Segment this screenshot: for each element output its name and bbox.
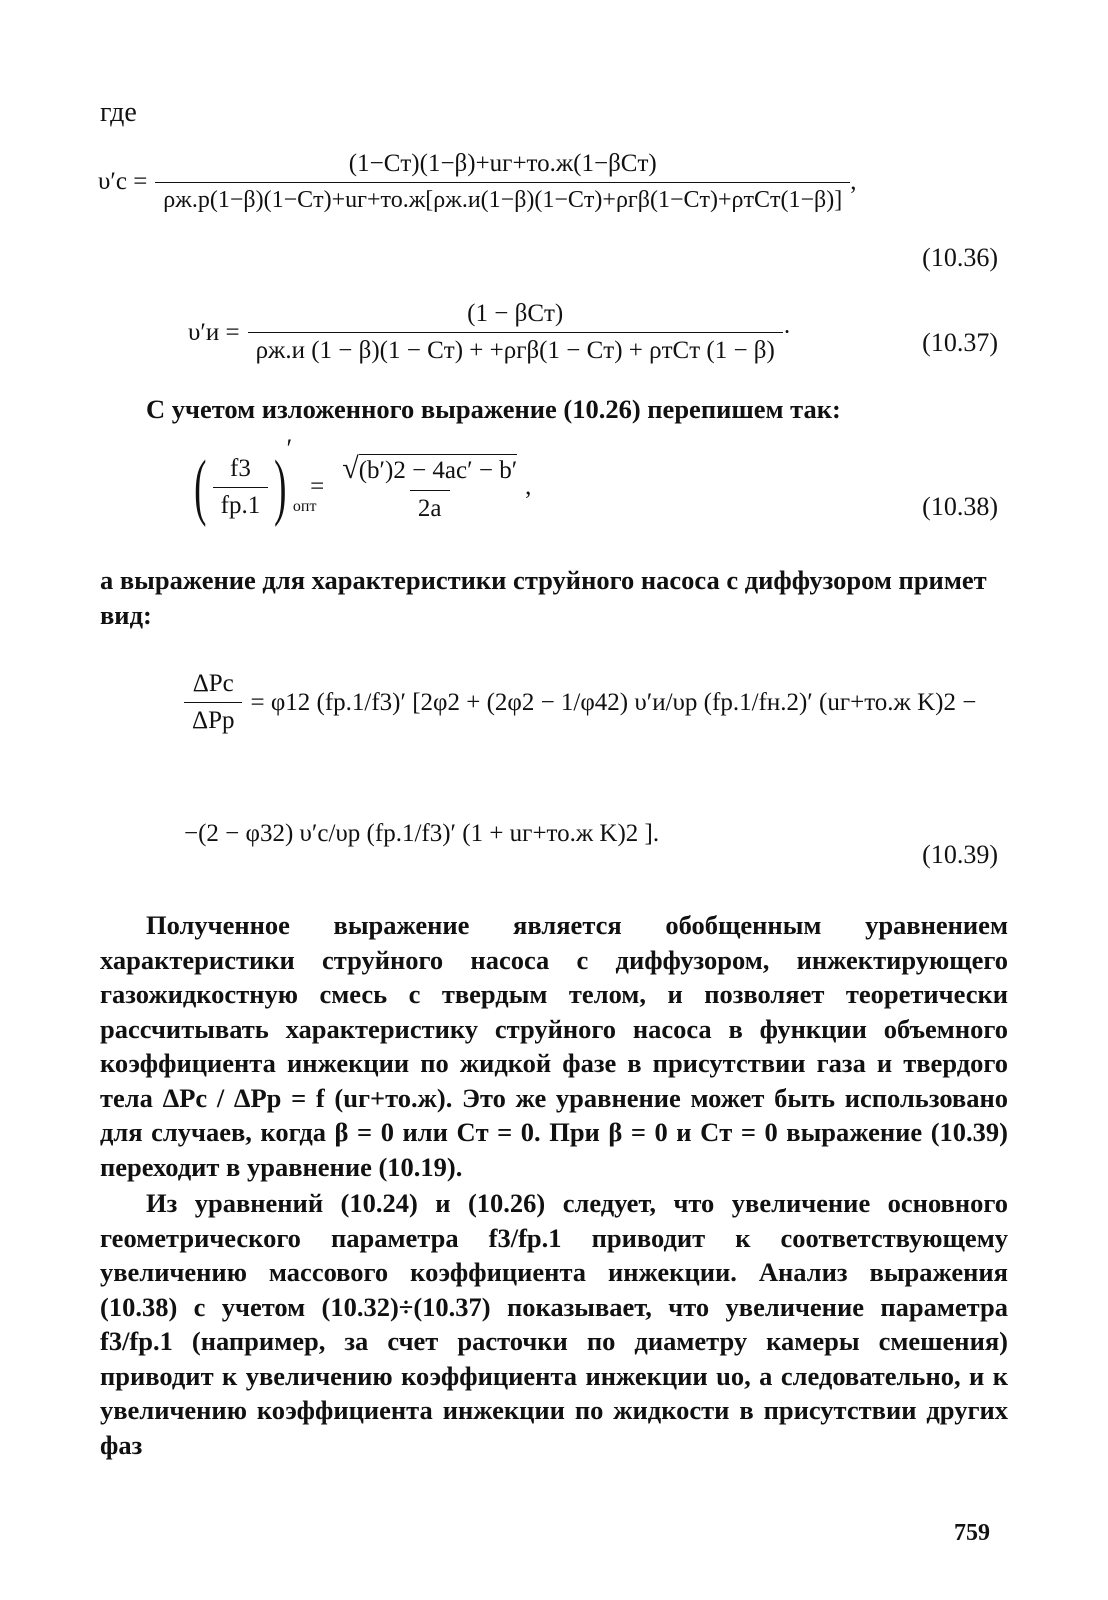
eq-10-37-trailing: · — [782, 318, 792, 346]
equation-10-39-line2 — [184, 820, 659, 848]
eq-10-39-lhs-fraction — [184, 670, 242, 735]
eq-10-39-line1-rhs: = φ12 (fр.1/f3)′ [2φ2 + (2φ2 − 1/φ42) υ′и/υр (fр.1/fн.2)′ (uг+то.ж K)2 − — [250, 688, 977, 716]
eq-10-38-lhs-group — [188, 434, 317, 528]
eq-10-37-denominator: ρж.и (1 − β)(1 − Cт) + +ρгβ(1 − Cт) + ρтCт (1 − β) — [248, 332, 783, 365]
equation-10-37 — [188, 300, 791, 365]
eq-10-39-line2-text: −(2 − φ32) υ′с/υр (fр.1/f3)′ (1 + uг+то.ж K)2 ]. — [184, 820, 660, 847]
eq-10-38-trailing: , — [525, 473, 532, 500]
equation-10-39-line1 — [184, 670, 976, 735]
eq-10-36-numerator: (1−Cт)(1−β)+uг+то.ж(1−βCт) — [348, 150, 657, 177]
eq-10-36-trailing: , — [850, 168, 857, 195]
paragraph-characteristic-intro: а выражение для характеристики струйного насоса с диффузором примет вид: — [100, 565, 987, 630]
paragraph-geometric-parameter: Из уравнений (10.24) и (10.26) следует, что увеличение основного геометрического параметра f3/fр.1 приводит к соответствующему увеличению массового коэффициента инжекции. Анализ выражения (10.38) с учетом (10.32)÷(10.37) показывает, что увеличение параметра f3/fр.1 (например, за счет расточки по диаметру камеры смешения) приводит к увеличению коэффициента инжекции uо, а следовательно, и к увеличению коэффициента инжекции по жидкости в присутствии других фаз — [100, 1188, 1008, 1460]
paragraph-rewrite-intro: С учетом изложенного выражение (10.26) перепишем так: — [146, 394, 841, 424]
eq-10-38-rhs-radicand: (b′)2 − 4ac′ − b′ — [359, 454, 517, 484]
eq-10-38-rhs-den: 2a — [410, 490, 450, 523]
equation-10-38 — [188, 434, 532, 528]
eq-10-38-lhs-fraction — [213, 455, 269, 520]
sqrt-icon: √ — [342, 451, 359, 485]
eq-10-39-lhs-num: ΔPс — [192, 670, 234, 697]
eq-10-37-fraction — [248, 300, 783, 365]
eq-number-10-37: (10.37) — [922, 328, 998, 357]
eq-10-36-lhs: υ′c = — [98, 168, 148, 195]
right-paren-icon: ) — [274, 446, 287, 528]
eq-10-38-lhs-den: fр.1 — [213, 487, 269, 520]
eq-number-10-38: (10.38) — [922, 492, 998, 521]
eq-number-10-39: (10.39) — [922, 840, 998, 869]
eq-10-37-numerator: (1 − βCт) — [467, 300, 564, 327]
eq-10-37-lhs: υ′и = — [188, 318, 240, 346]
eq-number-10-36: (10.36) — [922, 243, 998, 272]
paragraph-general-equation: Полученное выражение является обобщенным уравнением характеристики струйного насоса с диффузором, инжектирующего газожидкостную смесь с твердым телом, и позволяет теоретически рассчитывать характеристику струйного насоса в функции объемного коэффициента инжекции по жидкой фазе в присутствии газа и твердого тела ΔPс / ΔPр = f (uг+то.ж). Это же уравнение может быть использовано для случаев, когда β = 0 или Cт = 0. При β = 0 и Cт = 0 выражение (10.39) переходит в уравнение (10.19). — [100, 910, 1008, 1182]
eq-10-36-fraction — [155, 150, 850, 214]
eq-10-39-lhs-den: ΔPр — [184, 702, 242, 735]
eq-10-36-denominator: ρж.р(1−β)(1−Cт)+uг+то.ж[ρж.и(1−β)(1−Cт)+ρгβ(1−Cт)+ρтCт(1−β)] — [155, 182, 850, 214]
eq-10-38-rhs-num — [334, 452, 525, 490]
eq-10-38-lhs-num: f3 — [230, 454, 251, 482]
eq-10-38-lhs-sub: опт — [292, 498, 317, 515]
prime-icon: ′ — [286, 434, 293, 463]
eq-10-38-rhs-fraction — [334, 452, 525, 523]
equals-sign: = — [310, 473, 325, 500]
intro-word: где — [100, 97, 137, 128]
equation-10-36 — [98, 150, 856, 214]
left-paren-icon: ( — [194, 446, 207, 528]
page-number: 759 — [954, 1520, 990, 1546]
